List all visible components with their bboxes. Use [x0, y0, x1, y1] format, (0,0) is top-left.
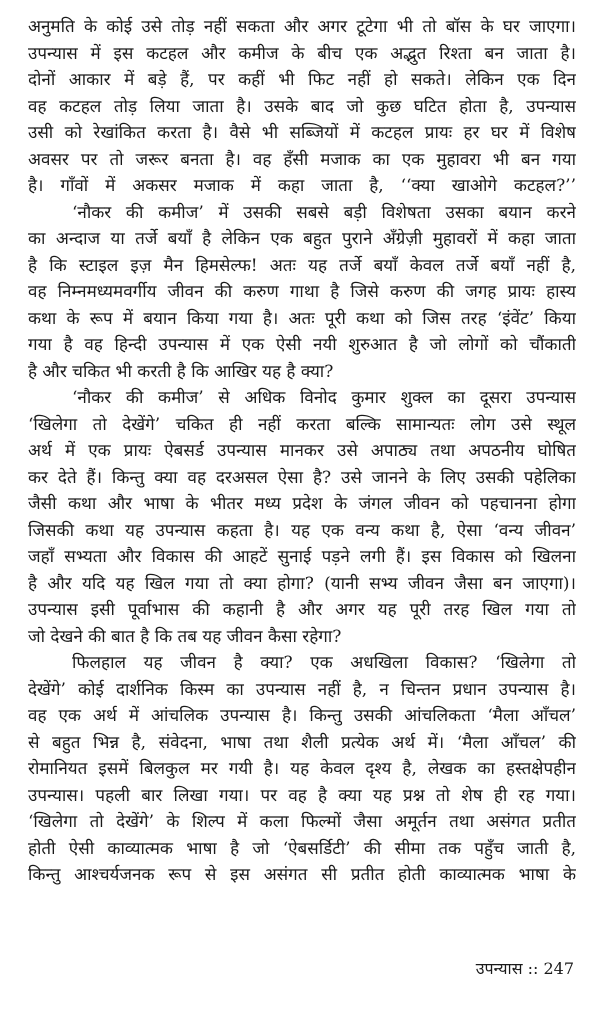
- text-line: रोमानियत इसमें बिलकुल मर गयी है। यह केवल दृश्य है, लेखक का हस्तक्षेपहीन: [28, 759, 576, 779]
- text-line: है और चकित भी करती है कि आखिर यह है क्या?: [28, 361, 334, 382]
- text-line: दोनों आकार में बड़े हैं, पर कहीं भी फिट नहीं हो सकते। लेकिन एक दिन: [28, 70, 576, 90]
- text-line: से बहुत भिन्न है, संवेदना, भाषा तथा शैली प्रत्येक अर्थ में। ‘मैला आँचल’ की: [28, 732, 576, 753]
- text-line: उपन्यास में इस कटहल और कमीज के बीच एक अद्भुत रिश्ता बन जाता है।: [28, 43, 576, 64]
- text-line: फिलहाल यह जीवन है क्या? एक अधखिला विकास? ‘खिलेगा तो: [72, 653, 576, 673]
- text-line: अर्थ में एक प्रायः ऐबसर्ड उपन्यास मानकर उसे अपाठ्य तथा अपठनीय घोषित: [28, 441, 576, 461]
- text-line: है कि स्टाइल इज़ मैन हिमसेल्फ! अतः यह तर्जे बयाँ केवल तर्जे बयाँ नहीं है,: [28, 255, 576, 276]
- text-line: ‘खिलेगा तो देखेंगे’ चकित ही नहीं करता बल्कि सामान्यतः लोग उसे स्थूल: [28, 414, 576, 435]
- text-line: उसी को रेखांकित करता है। वैसे भी सब्जियों में कटहल प्रायः हर घर में विशेष: [28, 123, 576, 143]
- text-line: ‘नौकर की कमीज’ से अधिक विनोद कुमार शुक्ल का दूसरा उपन्यास: [72, 388, 576, 408]
- text-line: वह निम्नमध्यमवर्गीय जीवन की करुण गाथा है जिसे करुण की जगह प्रायः हास्य: [28, 282, 576, 302]
- running-footer: उपन्यास :: 247: [475, 959, 574, 978]
- text-line: जो देखने की बात है कि तब यह जीवन कैसा रहेगा?: [28, 626, 342, 647]
- text-line: होती ऐसी काव्यात्मक भाषा है जो ‘ऐबसर्डिटी’ की सीमा तक पहुँच जाती है,: [28, 838, 576, 859]
- text-line: ‘खिलेगा तो देखेंगे’ के शिल्प में कला फिल्मों जैसा अमूर्तन तथा असंगत प्रतीत: [28, 812, 576, 832]
- text-line: देखेंगे’ कोई दार्शनिक किस्म का उपन्यास नहीं है, न चिन्तन प्रधान उपन्यास है।: [28, 679, 576, 700]
- text-line: किन्तु आश्चर्यजनक रूप से इस असंगत सी प्रतीत होती काव्यात्मक भाषा के: [28, 865, 576, 885]
- text-line: का अन्दाज या तर्जे बयाँ है लेकिन एक बहुत पुराने अँग्रेज़ी मुहावरों में कहा जाता: [28, 229, 576, 249]
- text-line: उपन्यास इसी पूर्वाभास की कहानी है और अगर यह पूरी तरह खिल गया तो: [28, 600, 576, 620]
- text-line: अनुमति के कोई उसे तोड़ नहीं सकता और अगर टूटेगा भी तो बॉस के घर जाएगा।: [28, 17, 576, 37]
- text-line: गया है वह हिन्दी उपन्यास में एक ऐसी नयी शुरुआत है जो लोगों को चौंकाती: [28, 335, 576, 355]
- text-line: जिसकी कथा यह उपन्यास कहता है। यह एक वन्य कथा है, ऐसा ‘वन्य जीवन’: [28, 520, 576, 541]
- text-line: कथा के रूप में बयान किया गया है। अतः पूरी कथा को जिस तरह ‘इंवेंट’ किया: [28, 308, 576, 329]
- text-line: है और यदि यह खिल गया तो क्या होगा? (यानी सभ्य जीवन जैसा बन जाएगा)।: [28, 573, 576, 594]
- paragraph-3: [28, 385, 576, 650]
- text-line: उपन्यास। पहली बार लिखा गया। पर वह है क्या यह प्रश्न तो शेष ही रह गया।: [28, 785, 576, 806]
- text-line: कर देते हैं। किन्तु क्या वह दरअसल ऐसा है? उसे जानने के लिए उसकी पहेलिका: [28, 467, 576, 488]
- paragraph-1: [28, 14, 576, 200]
- text-line: वह कटहल तोड़ लिया जाता है। उसके बाद जो कुछ घटित होता है, उपन्यास: [28, 96, 576, 117]
- paragraph-2: [28, 200, 576, 386]
- text-line: है। गाँवों में अकसर मजाक में कहा जाता है, ‘‘क्या खाओगे कटहल?’’: [28, 176, 576, 196]
- text-line: अवसर पर तो जरूर बनता है। वह हँसी मजाक का एक मुहावरा भी बन गया: [28, 149, 576, 170]
- paragraph-4: [28, 650, 576, 889]
- page-body: [28, 14, 576, 889]
- text-line: वह एक अर्थ में आंचलिक उपन्यास है। किन्तु उसकी आंचलिकता ‘मैला आँचल’: [28, 706, 576, 726]
- text-line: जहाँ सभ्यता और विकास की आहटें सुनाई पड़ने लगी हैं। इस विकास को खिलना: [28, 547, 576, 567]
- text-line: जैसी कथा और भाषा के भीतर मध्य प्रदेश के जंगल जीवन को पहचानना होगा: [28, 494, 576, 514]
- text-line: ‘नौकर की कमीज’ में उसकी सबसे बड़ी विशेषता उसका बयान करने: [72, 202, 576, 223]
